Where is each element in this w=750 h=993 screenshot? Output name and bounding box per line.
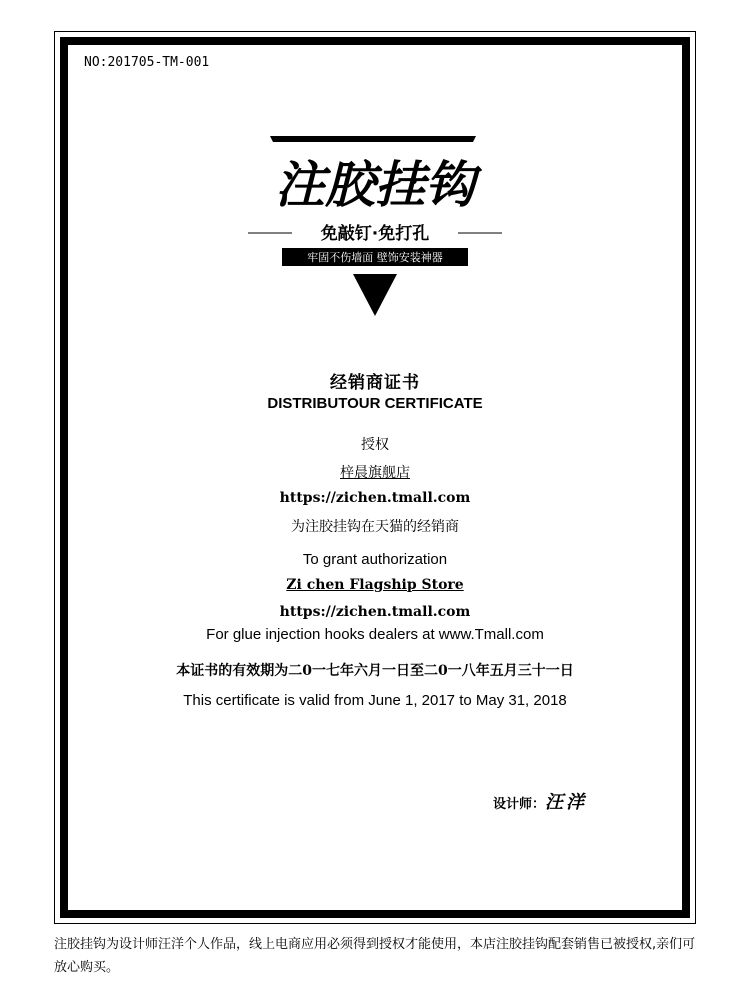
designer-signature	[493, 788, 587, 814]
store-url-2: https://zichen.tmall.com	[279, 604, 471, 620]
footer-note: 注胶挂钩为设计师汪洋个人作品，线上电商应用必须得到授权才能使用，本店注胶挂钩配套销售已被授权,亲们可放心购买。	[54, 937, 696, 975]
store-name-english: Zi chen Flagship Store	[286, 577, 464, 593]
brand-logo	[240, 130, 510, 320]
grant-english: To grant authorization	[302, 551, 448, 568]
title-english: DISTRIBUTOUR CERTIFICATE	[267, 395, 483, 412]
validity-chinese: 本证书的有效期为二0一七年六月一日至二0一八年五月三十一日	[176, 663, 574, 679]
grant-chinese: 授权	[361, 437, 389, 453]
store-name-chinese: 梓晨旗舰店	[340, 465, 410, 481]
designer-label: 设计师：	[493, 797, 546, 812]
logo-tagline-text: 牢固不伤墙面 壁饰安装神器	[307, 251, 443, 264]
dealer-english: For glue injection hooks dealers at www.Tmall.com	[206, 626, 544, 643]
logo-top-triangle-bar	[270, 136, 476, 142]
logo-bottom-triangle	[353, 274, 397, 316]
logo-slogan-text: 免敲钉·免打孔	[320, 224, 430, 244]
designer-name: 汪洋	[545, 792, 588, 813]
title-chinese: 经销商证书	[330, 373, 420, 393]
dealer-chinese: 为注胶挂钩在天猫的经销商	[291, 519, 459, 535]
certificate-number: NO:201705-TM-001	[84, 55, 210, 70]
validity-english: This certificate is valid from June 1, 2017 to May 31, 2018	[183, 692, 567, 709]
logo-brand-text: 注胶挂钩	[275, 155, 475, 214]
store-url-1: https://zichen.tmall.com	[279, 490, 471, 506]
